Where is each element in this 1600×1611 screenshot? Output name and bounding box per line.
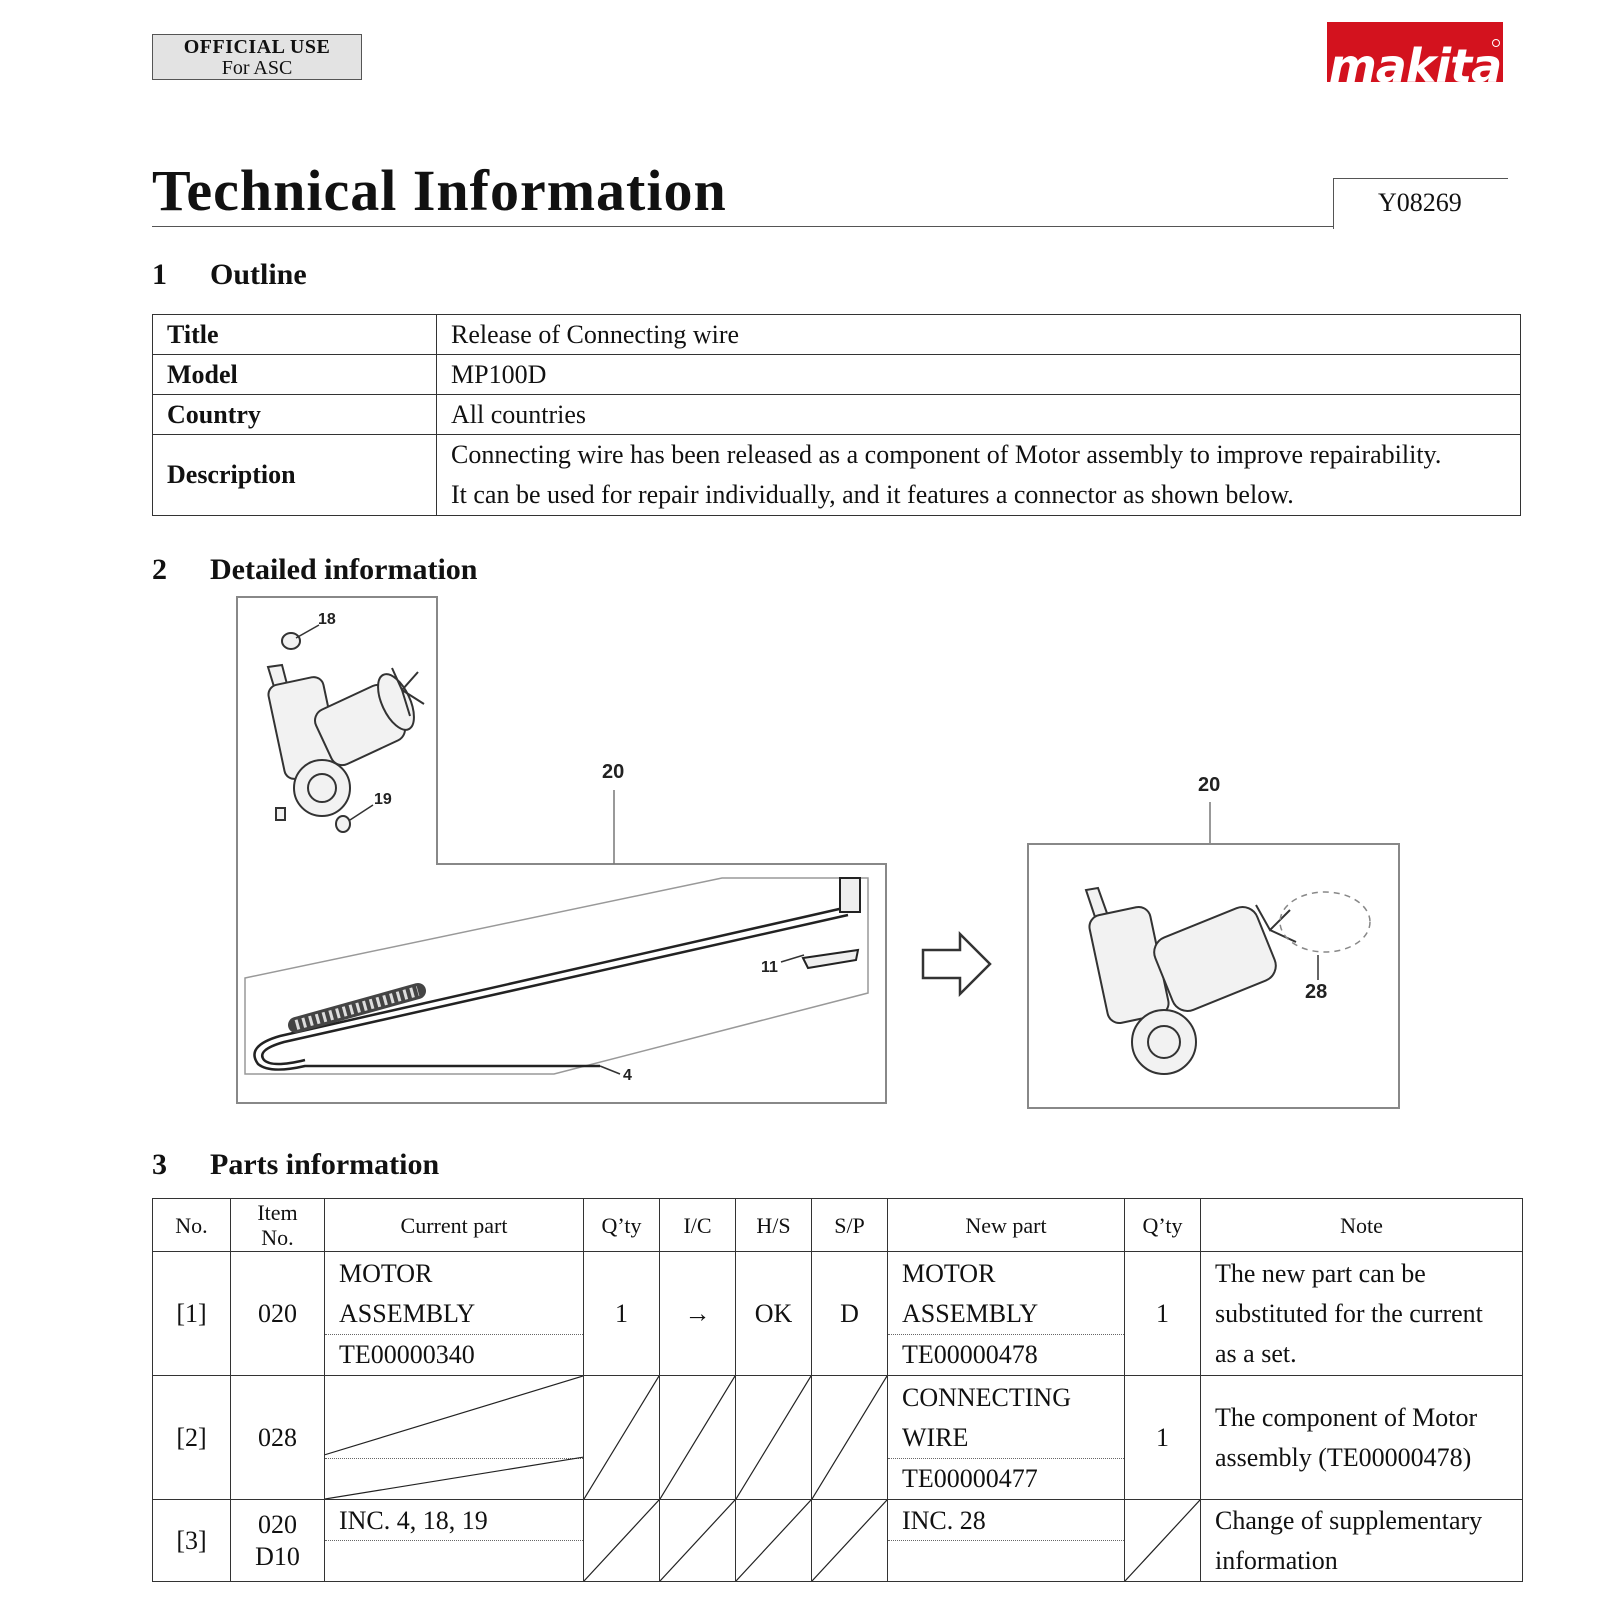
empty-cell-slash: [1125, 1500, 1200, 1581]
callout-18: 18: [318, 611, 336, 628]
note-line: information: [1215, 1545, 1338, 1575]
cell-hs: OK: [736, 1252, 812, 1376]
outline-key: Title: [153, 315, 437, 355]
parts-table: [152, 1198, 1523, 1582]
cell-ic: →: [660, 1252, 736, 1376]
cell-hs-empty: [736, 1500, 812, 1582]
description-line: It can be used for repair individually, and it features a connector as shown below.: [451, 480, 1294, 509]
cell-no: [1]: [153, 1252, 231, 1376]
wire-panel: [245, 878, 868, 1074]
empty-cell-slash: [584, 1376, 659, 1499]
note-line: Change of supplementary: [1215, 1505, 1483, 1535]
cell-new-part: [888, 1500, 1125, 1582]
new-part-line: INC. 28: [902, 1506, 986, 1535]
cell-new-part: [888, 1376, 1125, 1500]
official-use-stamp: [152, 34, 362, 80]
motor-assembly-drawing-left: [267, 633, 424, 832]
new-part-line: MOTOR: [902, 1259, 996, 1288]
empty-cell-slash: [660, 1376, 735, 1499]
header-item-line: Item: [257, 1200, 298, 1225]
header-sp: S/P: [812, 1199, 888, 1252]
callout-20-left: 20: [602, 761, 625, 783]
outline-value: [437, 435, 1521, 516]
cell-current-part: [325, 1500, 584, 1582]
section-parts-heading: [152, 1148, 439, 1182]
registered-mark-icon: [1492, 39, 1500, 47]
new-part-line: WIRE: [902, 1423, 969, 1452]
cell-qty-new: 1: [1125, 1252, 1201, 1376]
empty-cell-slash: [325, 1376, 583, 1499]
cell-sp-empty: [812, 1500, 888, 1582]
cell-sp: D: [812, 1252, 888, 1376]
header-ic: I/C: [660, 1199, 736, 1252]
cell-note: [1201, 1500, 1523, 1582]
table-row: [153, 1500, 1523, 1582]
header-item-line: No.: [261, 1225, 294, 1250]
empty-cell-slash: [584, 1500, 659, 1581]
new-part-code: TE00000478: [902, 1340, 1038, 1369]
callout-20-right: 20: [1198, 774, 1221, 796]
cell-new-part: [888, 1252, 1125, 1376]
cell-qty-empty: [584, 1376, 660, 1500]
outline-value: All countries: [437, 395, 1521, 435]
section-number: 1: [152, 258, 167, 291]
cell-note: [1201, 1252, 1523, 1376]
outline-row-description: [153, 435, 1521, 516]
callout-11: 11: [761, 959, 778, 976]
right-arrow-icon: [923, 934, 990, 994]
connector-highlight: [1280, 892, 1370, 952]
new-part-code: TE00000477: [902, 1464, 1038, 1493]
title-underline: [152, 226, 1334, 227]
callout-28: 28: [1305, 981, 1328, 1003]
outline-row-model: [153, 355, 1521, 395]
current-part-line: INC. 4, 18, 19: [339, 1506, 488, 1535]
section-title: Detailed information: [210, 553, 478, 586]
item-no-line: 020: [258, 1509, 297, 1539]
logo-text: makita: [1328, 39, 1502, 82]
current-part-line: ASSEMBLY: [339, 1299, 476, 1328]
note-line: substituted for the current: [1215, 1298, 1483, 1328]
section-number: 2: [152, 553, 167, 586]
header-no: No.: [153, 1199, 231, 1252]
cell-qty-empty: [584, 1500, 660, 1582]
cell-item-no: 028: [231, 1376, 325, 1500]
empty-cell-slash: [660, 1500, 735, 1581]
callout-4: 4: [623, 1067, 632, 1084]
cell-note: [1201, 1376, 1523, 1500]
cell-no: [3]: [153, 1500, 231, 1582]
note-line: The new part can be: [1215, 1258, 1426, 1288]
cell-qty-new: 1: [1125, 1376, 1201, 1500]
header-note: Note: [1201, 1199, 1523, 1252]
page-title: Technical Information: [152, 158, 727, 223]
outline-row-country: [153, 395, 1521, 435]
new-part-line: CONNECTING: [902, 1383, 1071, 1412]
cell-current-part-empty: [325, 1376, 584, 1500]
parts-header-row: [153, 1199, 1523, 1252]
cell-item-no: 020: [231, 1252, 325, 1376]
current-part-code: TE00000340: [339, 1340, 475, 1369]
official-use-label: OFFICIAL USE: [183, 36, 331, 58]
makita-logo: [1327, 22, 1503, 82]
table-row: [153, 1252, 1523, 1376]
cell-qty-new-empty: [1125, 1500, 1201, 1582]
header-item-no: [231, 1199, 325, 1252]
parts-diagram: [200, 590, 1430, 1110]
empty-cell-slash: [736, 1500, 811, 1581]
for-asc-label: For ASC: [221, 57, 293, 79]
item-no-line: D10: [255, 1541, 300, 1571]
cell-item-no: [231, 1500, 325, 1582]
header-qty-new: Q’ty: [1125, 1199, 1201, 1252]
outline-key: Description: [153, 435, 437, 516]
empty-cell-slash: [736, 1376, 811, 1499]
cell-hs-empty: [736, 1376, 812, 1500]
doc-number: Y08269: [1378, 188, 1462, 217]
section-outline-heading: [152, 258, 307, 292]
note-line: assembly (TE00000478): [1215, 1442, 1472, 1472]
empty-cell-slash: [812, 1376, 887, 1499]
cell-qty: 1: [584, 1252, 660, 1376]
section-title: Parts information: [210, 1148, 440, 1181]
section-number: 3: [152, 1148, 167, 1181]
outline-key: Country: [153, 395, 437, 435]
dotted-divider: [325, 1540, 583, 1541]
outline-value: Release of Connecting wire: [437, 315, 1521, 355]
callout-19: 19: [374, 791, 392, 808]
header-qty: Q’ty: [584, 1199, 660, 1252]
outline-row-title: [153, 315, 1521, 355]
current-part-line: MOTOR: [339, 1259, 433, 1288]
description-line: Connecting wire has been released as a component of Motor assembly to improve repairability.: [451, 440, 1442, 469]
note-line: The component of Motor: [1215, 1402, 1478, 1432]
outline-key: Model: [153, 355, 437, 395]
cell-ic-empty: [660, 1500, 736, 1582]
section-title: Outline: [210, 258, 307, 291]
note-line: as a set.: [1215, 1338, 1297, 1368]
dotted-divider: [888, 1540, 1124, 1541]
outline-table: [152, 314, 1521, 516]
header-hs: H/S: [736, 1199, 812, 1252]
section-detailed-heading: [152, 553, 477, 587]
empty-cell-slash: [812, 1500, 887, 1581]
cell-current-part: [325, 1252, 584, 1376]
new-part-line: ASSEMBLY: [902, 1299, 1039, 1328]
cell-ic-empty: [660, 1376, 736, 1500]
outline-value: MP100D: [437, 355, 1521, 395]
left-frame: [237, 597, 886, 1103]
cell-no: [2]: [153, 1376, 231, 1500]
table-row: [153, 1376, 1523, 1500]
cell-sp-empty: [812, 1376, 888, 1500]
header-new-part: New part: [888, 1199, 1125, 1252]
motor-assembly-drawing-right: [1086, 888, 1296, 1074]
header-current-part: Current part: [325, 1199, 584, 1252]
